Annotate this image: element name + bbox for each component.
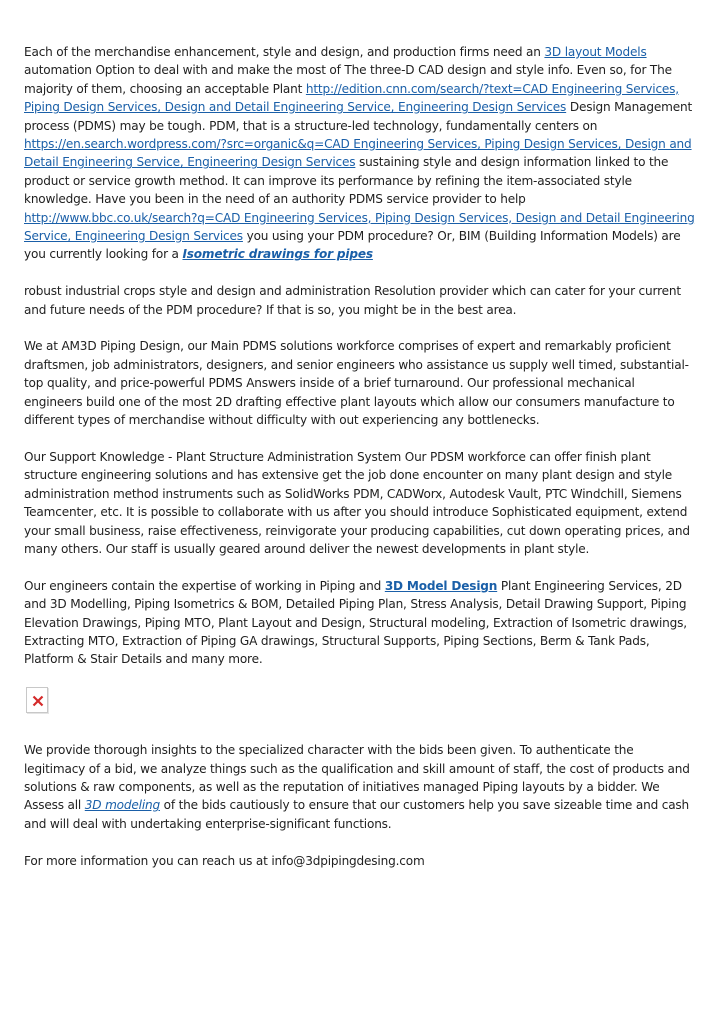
- paragraph-engineers: [24, 577, 696, 669]
- link-cnn-search[interactable]: http://edition.cnn.com/search/?text=CAD Engineering Services, Piping Design Services, Design and Detail Engineering Service, Engineering Design Services: [24, 81, 679, 115]
- text: automation Option to deal with and make the most of The three-D CAD design and style info. Even so, for The majority of them, choosing an acceptable Plant: [24, 63, 672, 96]
- paragraph-intro: [24, 43, 696, 264]
- link-isometric-drawings[interactable]: Isometric drawings for pipes: [182, 247, 373, 262]
- text: you using your PDM procedure? Or, BIM (Building Information Models) are you currently looking for a: [24, 229, 681, 262]
- broken-image-icon: [26, 687, 48, 713]
- text: Plant Engineering Services, 2D and 3D Modelling, Piping Isometrics & BOM, Detailed Piping Plan, Stress Analysis, Detail Drawing Support, Piping Elevation Drawings, Piping MTO, Plant Layout and Design, Structural modeling, Extraction of Isometric drawings, Extracting MTO, Extraction of Piping GA drawings, Structural Supports, Piping Sections, Berm & Tank Pads, Platform & Stair Details and many more.: [24, 578, 687, 667]
- paragraph-support: Our Support Knowledge - Plant Structure Administration System Our PDSM workforce can offer finish plant structure engineering solutions and has extensive get the job done encounter on many plant design and style administration method instruments such as SolidWorks PDM, CADWorx, Autodesk Vault, PTC Windchill, Siemens Teamcenter, etc. It is possible to collaborate with us after you should introduce Sophisticated equipment, extend your small business, raise effectiveness, reinvigorate your producing capabilities, cut down operating prices, and many others. Our staff is usually geared around deliver the newest developments in plant style.: [24, 449, 690, 556]
- paragraph-am3d: We at AM3D Piping Design, our Main PDMS solutions workforce comprises of expert and remarkably proficient draftsmen, job administrators, designers, and senior engineers who assistance us supply well timed, substantial-top quality, and price-powerful PDMS Answers inside of a brief turnaround. Our professional mechanical engineers build one of the most 2D drafting effective plant layouts which allow our consumers manufacture to different types of merchandise without difficulty with out experiencing any bottlenecks.: [24, 339, 689, 428]
- text: Each of the merchandise enhancement, style and design, and production firms need an: [24, 45, 545, 59]
- link-bbc-search[interactable]: http://www.bbc.co.uk/search?q=CAD Engineering Services, Piping Design Services, Design and Detail Engineering Service, Engineering Design Services: [24, 210, 695, 244]
- paragraph-contact: For more information you can reach us at info@3dpipingdesing.com: [24, 853, 425, 868]
- link-3d-model-design[interactable]: 3D Model Design: [384, 578, 498, 593]
- paragraph-robust: robust industrial crops style and design and administration Resolution provider which can cater for your current and future needs of the PDM procedure? If that is so, you might be in the best area.: [24, 284, 681, 317]
- paragraph-insights: [24, 741, 696, 833]
- text: We provide thorough insights to the specialized character with the bids been given. To authenticate the legitimacy of a bid, we analyze things such as the qualification and skill amount of staff, the cost of products and solutions & raw components, as well as the reputation of initiatives managed Piping layouts by a bidder. We Assess all: [24, 743, 690, 813]
- text: sustaining style and design information linked to the product or service growth method. It can improve its performance by refining the item-associated style knowledge. Have you been in the need of an authority PDMS service provider to help: [24, 155, 669, 207]
- link-3d-modeling[interactable]: 3D modeling: [84, 798, 160, 813]
- red-x-icon: [32, 695, 44, 707]
- text: of the bids cautiously to ensure that our customers help you save sizeable time and cash and will deal with undertaking enterprise-significant functions.: [24, 798, 690, 831]
- text: Design Management process (PDMS) may be tough. PDM, that is a structure-led technology, fundamentally centers on: [24, 100, 693, 133]
- document-body: [24, 43, 696, 888]
- link-wordpress-search[interactable]: https://en.search.wordpress.com/?src=organic&q=CAD Engineering Services, Piping Design Services, Design and Detail Engineering Service, Engineering Design Services: [24, 137, 692, 170]
- link-3d-layout-models[interactable]: 3D layout Models: [544, 45, 647, 59]
- text: Our engineers contain the expertise of working in Piping and: [24, 578, 385, 593]
